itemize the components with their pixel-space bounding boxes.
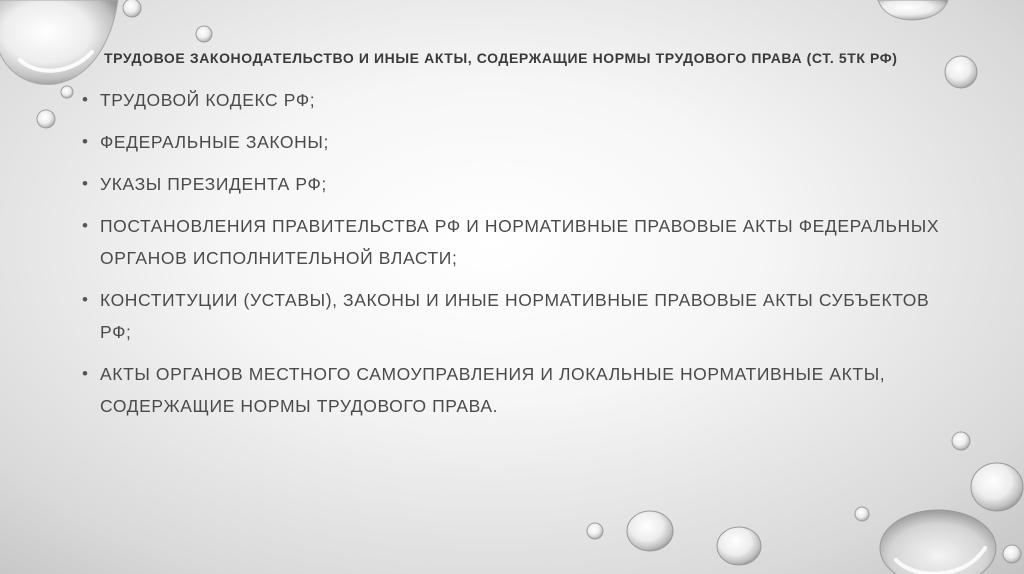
drop-icon (971, 463, 1023, 511)
bullet-icon: • (82, 216, 89, 235)
drop-icon (1003, 545, 1021, 563)
list-item-text: АКТЫ ОРГАНОВ МЕСТНОГО САМОУПРАВЛЕНИЯ И ЛОКАЛЬНЫЕ НОРМАТИВНЫЕ АКТЫ, СОДЕРЖАЩИЕ НОРМЫ ТРУДОВОГО ПРАВА. (100, 364, 886, 416)
drop-icon (196, 26, 212, 42)
list-item-text: КОНСТИТУЦИИ (УСТАВЫ), ЗАКОНЫ И ИНЫЕ НОРМАТИВНЫЕ ПРАВОВЫЕ АКТЫ СУБЪЕКТОВ РФ; (100, 290, 930, 342)
bullet-icon: • (82, 290, 89, 309)
list-item (82, 358, 942, 422)
drop-icon (878, 0, 948, 20)
drop-icon (717, 527, 761, 565)
drop-icon (37, 110, 55, 128)
bullet-icon: • (82, 90, 89, 109)
list-item (82, 84, 942, 116)
drop-icon (0, 0, 118, 84)
list-item (82, 168, 942, 200)
list-item-text: ФЕДЕРАЛЬНЫЕ ЗАКОНЫ; (100, 132, 329, 152)
slide-title: ТРУДОВОЕ ЗАКОНОДАТЕЛЬСТВО И ИНЫЕ АКТЫ, СОДЕРЖАЩИЕ НОРМЫ ТРУДОВОГО ПРАВА (СТ. 5ТК РФ) (104, 50, 898, 66)
bullet-list (82, 84, 942, 432)
list-item (82, 210, 942, 274)
bullet-icon: • (82, 132, 89, 151)
list-item (82, 126, 942, 158)
drop-icon (587, 523, 603, 539)
drop-icon (952, 432, 970, 450)
bullet-icon: • (82, 364, 89, 383)
drop-icon (627, 511, 673, 551)
list-item (82, 284, 942, 348)
drop-icon (123, 0, 141, 17)
list-item-text: ПОСТАНОВЛЕНИЯ ПРАВИТЕЛЬСТВА РФ И НОРМАТИВНЫЕ ПРАВОВЫЕ АКТЫ ФЕДЕРАЛЬНЫХ ОРГАНОВ ИСПОЛНИТЕЛЬНОЙ ВЛАСТИ; (100, 216, 940, 268)
drop-icon (880, 510, 996, 574)
drop-icon (61, 86, 73, 98)
list-item-text: УКАЗЫ ПРЕЗИДЕНТА РФ; (100, 174, 327, 194)
list-item-text: ТРУДОВОЙ КОДЕКС РФ; (100, 90, 316, 110)
drop-icon (855, 507, 869, 521)
bullet-icon: • (82, 174, 89, 193)
